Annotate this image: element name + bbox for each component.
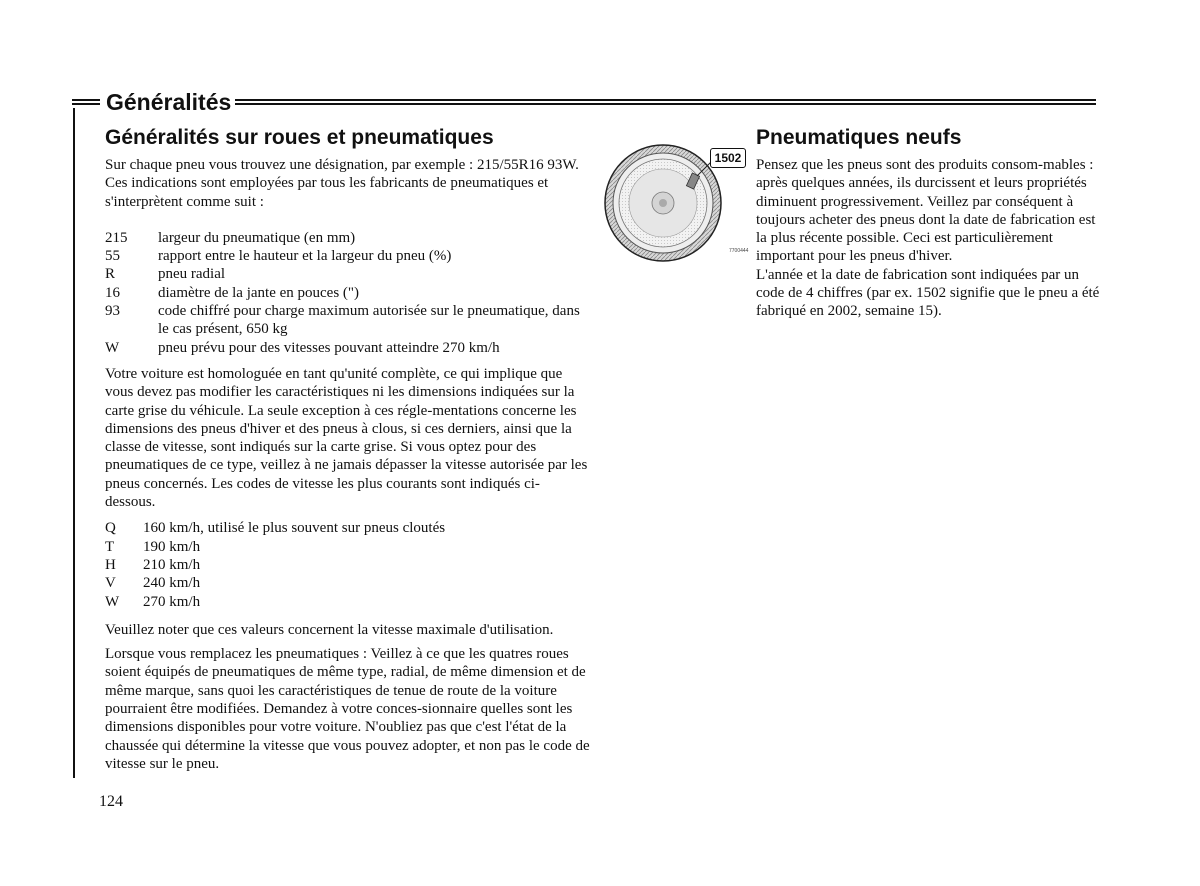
homologation-paragraph: Votre voiture est homologuée en tant qu'unité complète, ce qui implique que vous devez pas modifier les caractéristiques ni les dimensions indiquées sur la carte grise du véhicule. La seule exception à ces régle-mentations concerne les dimensions des pneus d'hiver et des pneus à clous, si ces derniers, ainsi que la classe de vitesse, sont indiqués sur la carte grise. Si vous optez pour des pneumatiques de ce type, veillez à ne jamais dépasser la vitesse autorisée par les pneus concernés. Les codes de vitesse les plus courants sont indiqués ci-dessous. (105, 365, 588, 511)
designation-code: 215 (105, 229, 128, 246)
right-column (756, 124, 1101, 321)
figure-reference: 7700444 (729, 248, 749, 254)
left-margin-rule (73, 108, 75, 778)
section-title: Généralités (106, 89, 232, 115)
designation-code: R (105, 266, 116, 283)
speed-code: W (105, 593, 120, 610)
speed-code: Q (105, 520, 116, 537)
speed-code-desc: 210 km/h (143, 556, 201, 573)
speed-code-desc: 240 km/h (143, 575, 201, 592)
header-rule-right (235, 99, 1096, 105)
speed-code-row (105, 538, 590, 556)
speed-code-row (105, 574, 590, 592)
speed-code-desc: 190 km/h (143, 538, 201, 555)
date-code-label: 1502 (714, 151, 742, 165)
designation-desc: largeur du pneumatique (en mm) (158, 229, 356, 246)
designation-desc: pneu radial (158, 266, 226, 283)
left-heading: Généralités sur roues et pneumatiques (105, 126, 494, 149)
speed-code: H (105, 556, 116, 573)
designation-row (105, 284, 590, 302)
designation-code: 55 (105, 248, 120, 265)
tire-illustration (597, 140, 757, 270)
speed-code-desc: 160 km/h, utilisé le plus souvent sur pneus cloutés (143, 520, 446, 537)
header-rule-left (72, 99, 100, 105)
new-tires-paragraph: Pensez que les pneus sont des produits consom-mables : après quelques années, ils durcissent et leurs propriétés diminuent progressivement. Veillez par conséquent à toujours acheter des pneus dont la date de fabrication est la plus récente possible. Ceci est particulièrement important pour les pneus d'hiver. (756, 157, 1096, 265)
speed-code: T (105, 538, 115, 555)
speed-code-list (105, 519, 590, 610)
designation-code: 93 (105, 303, 120, 320)
designation-row (105, 247, 590, 265)
speed-code-row (105, 556, 590, 574)
designation-desc: code chiffré pour charge maximum autorisée sur le pneumatique, dans le cas présent, 650 kg (158, 303, 580, 338)
date-code-tag (710, 148, 746, 168)
speed-code-desc: 270 km/h (143, 593, 201, 610)
replace-paragraph: Lorsque vous remplacez les pneumatiques : Veillez à ce que les quatres roues soient équipés de pneumatiques de même type, radial, de même dimension et de même marque, sans quoi les caractéristiques de tenue de route de la voiture pourraient être modifiées. Demandez à votre conces-sionnaire quelles sont les dimensions disponibles pour votre voiture. N'oubliez pas que c'est l'état de la chaussée qui détermine la vitesse que vous pouvez adopter, et non pas le code de vitesse sur le pneu. (105, 646, 590, 772)
designation-row (105, 265, 590, 283)
speed-code-row (105, 519, 590, 537)
designation-code: W (105, 339, 120, 356)
note-paragraph: Veuillez noter que ces valeurs concernent la vitesse maximale d'utilisation. (105, 621, 554, 638)
designation-code: 16 (105, 284, 120, 301)
left-column (105, 124, 590, 773)
speed-code-row (105, 593, 590, 611)
intro-paragraph: Sur chaque pneu vous trouvez une désignation, par exemple : 215/55R16 93W. Ces indications sont employées par tous les fabricants de pneumatiques et s'interprètent comme suit : (105, 157, 579, 210)
right-heading: Pneumatiques neufs (756, 126, 962, 149)
date-code-paragraph: L'année et la date de fabrication sont indiquées par un code de 4 chiffres (par ex. 1502 signifie que le pneu a été fabriqué en 2002, semaine 15). (756, 266, 1100, 320)
designation-desc: pneu prévu pour des vitesses pouvant atteindre 270 km/h (158, 339, 500, 356)
designation-desc: rapport entre le hauteur et la largeur du pneu (%) (158, 248, 452, 265)
designation-row (105, 229, 590, 247)
designation-list (105, 229, 590, 357)
speed-code: V (105, 575, 116, 592)
designation-row (105, 339, 590, 357)
designation-desc: diamètre de la jante en pouces (") (158, 284, 360, 301)
designation-row (105, 302, 590, 339)
page-number: 124 (99, 793, 123, 810)
